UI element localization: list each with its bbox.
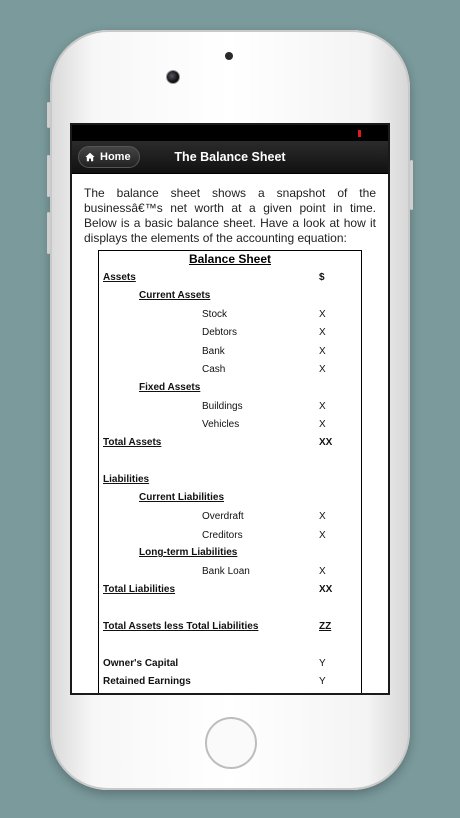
app-screen xyxy=(70,123,390,695)
row-value: X xyxy=(319,401,326,412)
table-row xyxy=(99,566,361,580)
front-camera xyxy=(166,70,180,84)
table-row xyxy=(99,290,361,304)
power-button xyxy=(410,160,413,210)
table-row xyxy=(99,511,361,525)
table-row xyxy=(99,492,361,506)
row-label: Debtors xyxy=(202,327,238,338)
row-label: Fixed Assets xyxy=(139,382,201,393)
row-label: Total Assets xyxy=(103,437,162,448)
row-label: Current Assets xyxy=(139,290,211,301)
volume-up-button xyxy=(47,155,50,197)
table-row xyxy=(99,530,361,544)
row-label: Cash xyxy=(202,364,226,375)
header-bar xyxy=(72,141,388,174)
intro-paragraph: The balance sheet shows a snapshot of the businessâ€™s net worth at a given point in time. Below is a basic balance sheet. Have a look at how it displays the elements of the accounting equation: xyxy=(84,186,376,245)
row-value: X xyxy=(319,346,326,357)
mute-switch xyxy=(47,102,50,128)
row-value: XX xyxy=(319,437,333,448)
home-hardware-button[interactable] xyxy=(205,717,257,769)
main-content xyxy=(72,174,388,695)
row-value: $ xyxy=(319,272,325,283)
row-label: Buildings xyxy=(202,401,243,412)
speaker xyxy=(225,52,233,60)
row-value: ZZ xyxy=(319,621,332,632)
table-row xyxy=(99,401,361,415)
table-row xyxy=(99,584,361,598)
row-value: X xyxy=(319,309,326,320)
row-value: X xyxy=(319,511,326,522)
table-row xyxy=(99,621,361,635)
table-row xyxy=(99,309,361,323)
row-label: Long-term Liabilities xyxy=(139,547,238,558)
row-label: Owner's Capital xyxy=(103,658,179,669)
row-value: X xyxy=(319,364,326,375)
table-row xyxy=(99,658,361,672)
balance-sheet-table xyxy=(98,250,362,695)
table-row xyxy=(99,437,361,451)
row-label: Stock xyxy=(202,309,228,320)
row-label: Total Assets less Total Liabilities xyxy=(103,621,259,632)
home-button-label: Home xyxy=(100,151,131,163)
row-value: X xyxy=(319,566,326,577)
volume-down-button xyxy=(47,212,50,254)
status-bar xyxy=(72,125,388,141)
row-label: Vehicles xyxy=(202,419,240,430)
table-row xyxy=(99,364,361,378)
row-value: Y xyxy=(319,658,326,669)
table-row xyxy=(99,419,361,433)
row-label: Overdraft xyxy=(202,511,244,522)
page-title: The Balance Sheet xyxy=(174,150,286,164)
table-row xyxy=(99,382,361,396)
row-label: Bank Loan xyxy=(202,566,250,577)
row-label: Retained Earnings xyxy=(103,676,191,687)
table-row xyxy=(99,327,361,341)
table-row xyxy=(99,547,361,561)
battery-icon xyxy=(358,130,361,137)
table-row xyxy=(99,474,361,488)
row-value: X xyxy=(319,530,326,541)
row-value: X xyxy=(319,419,326,430)
table-row xyxy=(99,272,361,286)
row-label: Creditors xyxy=(202,530,243,541)
table-row xyxy=(99,676,361,690)
table-row xyxy=(99,346,361,360)
row-label: Current Liabilities xyxy=(139,492,225,503)
row-value: X xyxy=(319,327,326,338)
sheet-title: Balance Sheet xyxy=(188,252,272,266)
row-label: Assets xyxy=(103,272,136,283)
row-value: Y xyxy=(319,676,326,687)
row-label: Liabilities xyxy=(103,474,150,485)
row-label: Bank xyxy=(202,346,225,357)
row-label: Total Liabilities xyxy=(103,584,176,595)
row-value: XX xyxy=(319,584,333,595)
